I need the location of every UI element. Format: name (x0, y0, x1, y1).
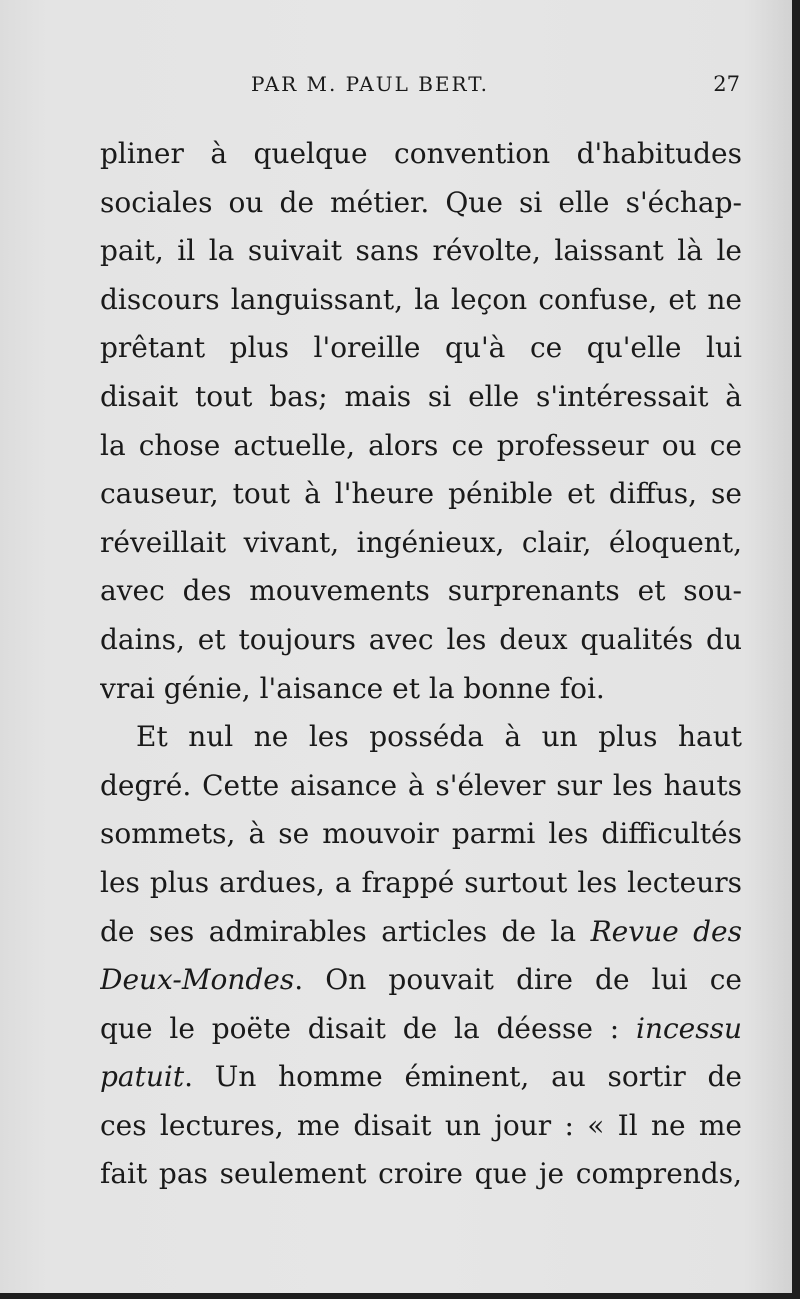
page-body-text (100, 130, 742, 1199)
text-line (100, 956, 742, 1005)
text-line: pait, il la suivait sans révolte, laissant là le (100, 234, 742, 268)
text-segment: . On pouvait dire de lui ce (294, 963, 742, 997)
text-line: sociales ou de métier. Que si elle s'échap- (100, 185, 742, 219)
paragraph-start-line: Et nul ne les posséda à un plus haut (136, 720, 742, 754)
text-line: les plus ardues, a frappé surtout les lecteurs (100, 865, 742, 899)
running-title: PAR M. PAUL BERT. (251, 72, 489, 96)
latin-quote: incessu (635, 1011, 742, 1045)
text-line (100, 1005, 742, 1054)
text-line: pliner à quelque convention d'habitudes (100, 137, 742, 170)
text-line: réveillait vivant, ingénieux, clair, éloquent, (100, 525, 742, 559)
text-line: degré. Cette aisance à s'élever sur les hauts (100, 768, 742, 802)
latin-quote: patuit (100, 1060, 185, 1094)
text-line: ces lectures, me disait un jour : « Il ne me (100, 1108, 742, 1142)
text-line: la chose actuelle, alors ce professeur ou ce (100, 428, 742, 462)
italic-title: Revue des (590, 914, 742, 948)
text-line: sommets, à se mouvoir parmi les difficultés (100, 817, 742, 851)
paragraph-end-line: vrai génie, l'aisance et la bonne foi. (100, 671, 605, 705)
text-line: causeur, tout à l'heure pénible et diffus, se (100, 477, 742, 511)
text-segment: . Un homme éminent, au sortir de (184, 1060, 742, 1094)
text-line (100, 1053, 742, 1102)
italic-title: Deux-Mondes (100, 963, 295, 997)
text-line: prêtant plus l'oreille qu'à ce qu'elle lui (100, 331, 742, 365)
text-segment: de ses admirables articles de la (100, 914, 591, 948)
text-line: avec des mouvements surprenants et sou- (100, 574, 742, 608)
running-head (100, 72, 740, 102)
text-line: dains, et toujours avec les deux qualités du (100, 622, 742, 656)
page-number: 27 (713, 72, 740, 96)
text-segment: que le poëte disait de la déesse : (100, 1011, 636, 1045)
text-line: discours languissant, la leçon confuse, et ne (100, 282, 742, 316)
text-line: fait pas seulement croire que je comprends, (100, 1157, 742, 1191)
text-line (100, 908, 742, 957)
text-line: disait tout bas; mais si elle s'intéressait à (100, 379, 742, 413)
